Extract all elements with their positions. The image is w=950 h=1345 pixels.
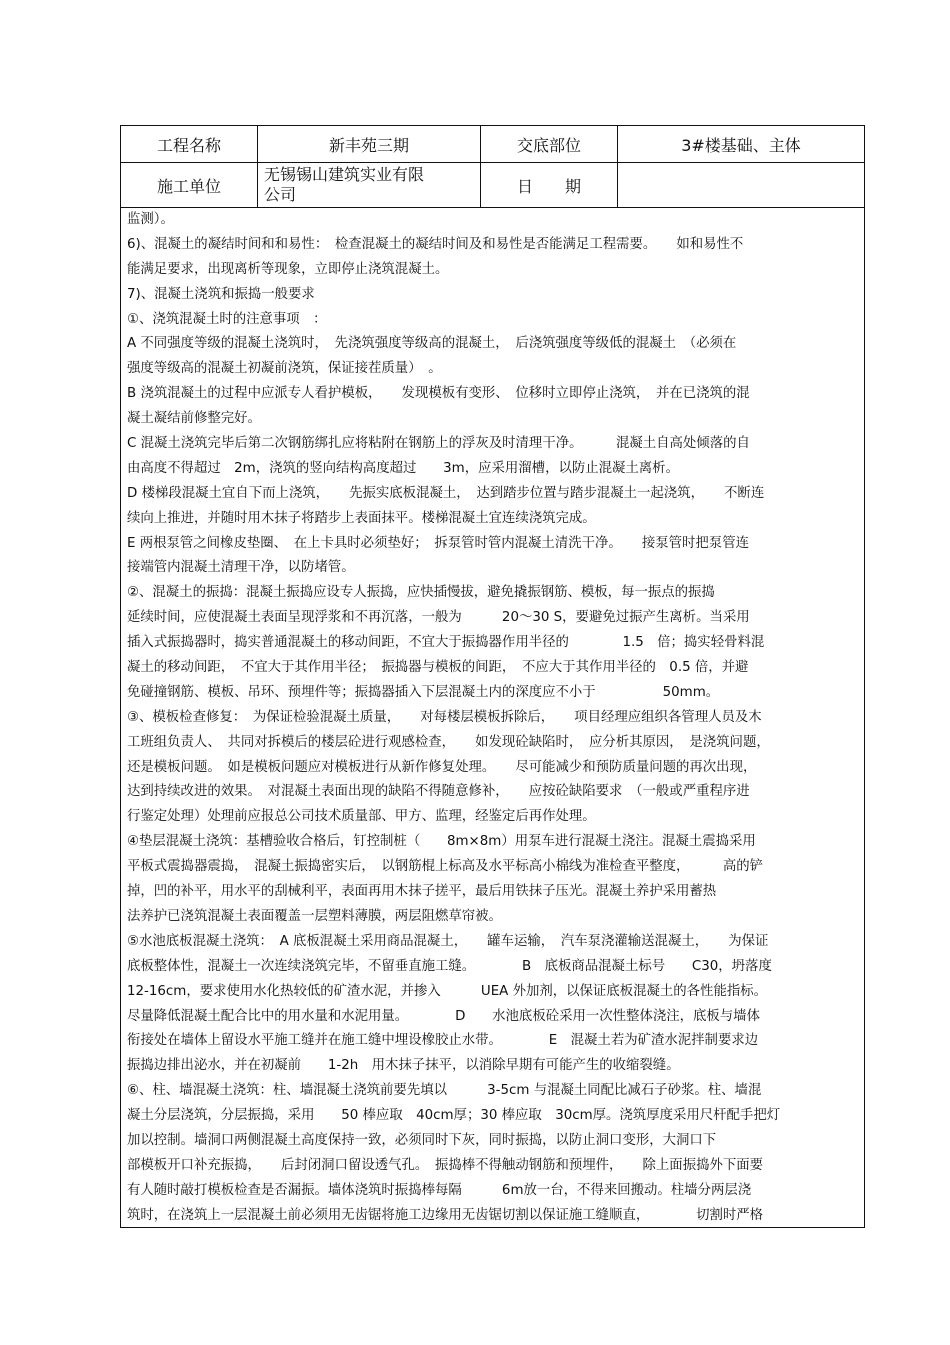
body-line: B 浇筑混凝土的过程中应派专人看护模板， 发现模板有变形、 位移时立即停止浇筑， 并在已浇筑的混 [127, 386, 750, 402]
date-value [618, 163, 864, 207]
body-line: 衔接处在墙体上留设水平施工缝并在施工缝中埋设橡胶止水带。 E 混凝土若为矿渣水泥拌制要求边 [127, 1033, 759, 1049]
body-line: 底板整体性，混凝土一次连续浇筑完毕，不留垂直施工缝。 B 底板商品混凝土标号 C30，坍落度 [127, 958, 772, 974]
body-line: 凝土分层浇筑，分层振捣，采用 50 棒应取 40cm厚；30 棒应取 30cm厚。浇筑厚度采用尺杆配手把灯 [127, 1108, 781, 1124]
body-line: 部模板开口补充振捣， 后封闭洞口留设透气孔。 振捣棒不得触动钢筋和预埋件， 除上面振捣外下面要 [127, 1157, 764, 1173]
body-line: 掉，凹的补平，用水平的刮械利平，表面再用木抹子搓平，最后用铁抹子压光。混凝土养护采用蓄热 [127, 884, 717, 900]
body-line: 监测）。 [127, 212, 174, 227]
body-line: 振捣边排出泌水，并在初凝前 1-2h 用木抹子抹平，以消除早期有可能产生的收缩裂缝。 [127, 1058, 680, 1074]
body-line: 有人随时敲打模板检查是否漏振。墙体浇筑时振捣棒每隔 6m放一台，不得来回搬动。柱墙分两层浇 [127, 1182, 752, 1198]
body-line: 免碰撞钢筋、模板、吊环、预埋件等；振捣器插入下层混凝土内的深度应不小于 50mm。 [127, 684, 720, 700]
body-line: 能满足要求，出现离析等现象，立即停止浇筑混凝土。 [127, 261, 449, 277]
body-line: 接端管内混凝土清理干净，以防堵管。 [127, 560, 355, 576]
body-line: ③、模板检查修复： 为保证检验混凝土质量， 对每楼层模板拆除后， 项目经理应组织各管理人员及木 [127, 709, 762, 725]
body-line: 工班组负责人、 共同对拆模后的楼层砼进行观感检查， 如发现砼缺陷时， 应分析其原因， 是浇筑问题， [127, 734, 770, 750]
construction-unit-value [258, 163, 481, 207]
body-line: 尽量降低混凝土配合比中的用水量和水泥用量。 D 水池底板砼采用一次性整体浇注，底板与墙体 [127, 1008, 760, 1024]
body-line: 插入式振捣器时，捣实普通混凝土的移动间距，不宜大于振捣器作用半径的 1.5 倍；捣实轻骨料混 [127, 635, 765, 651]
body-line: 凝土凝结前修整完好。 [127, 411, 261, 427]
project-name-label: 工程名称 [121, 126, 258, 162]
body-line: E 两根泵管之间橡皮垫圈、 在上卡具时必须垫好； 拆泵管时管内混凝土清洗干净。 接泵管时把泵管连 [127, 535, 749, 551]
construction-unit-label: 施工单位 [121, 163, 258, 207]
body-line: 12-16cm，要求使用水化热较低的矿渣水泥，并掺入 UEA 外加剂，以保证底板混凝土的各性能指标。 [127, 983, 768, 999]
body-line: 强度等级高的混凝土初凝前浇筑，保证接茬质量） 。 [127, 361, 442, 377]
body-line: 行鉴定处理）处理前应报总公司技术质量部、甲方、监理，经鉴定后再作处理。 [127, 809, 596, 825]
construction-unit-line-1: 无锡锡山建筑实业有限 [264, 165, 425, 184]
construction-unit-line-2: 公司 [264, 185, 297, 204]
body-line: 法养护已浇筑混凝土表面覆盖一层塑料薄膜，两层阻燃草帘被。 [127, 908, 502, 924]
body-line: 筑时，在浇筑上一层混凝土前必须用无齿锯将施工边缘用无齿锯切割以保证施工缝顺直， 切割时严格 [127, 1207, 764, 1223]
disclosure-form [120, 125, 865, 1228]
project-name-value: 新丰苑三期 [258, 126, 481, 162]
body-line: 平板式震捣器震捣， 混凝土振捣密实后， 以钢筋棍上标高及水平标高小棉线为准检查平整度， 高的铲 [127, 859, 764, 875]
location-value: 3#楼基础、主体 [681, 135, 801, 155]
body-line: C 混凝土浇筑完毕后第二次钢筋绑扎应将粘附在钢筋上的浮灰及时清理干净。 混凝土自高处倾落的自 [127, 436, 750, 452]
body-line: 达到持续改进的效果。 对混凝土表面出现的缺陷不得随意修补， 应按砼缺陷要求 （一般或严重程序进 [127, 784, 750, 800]
location-label: 交底部位 [481, 126, 618, 162]
body-line: 加以控制。墙洞口两侧混凝土高度保持一致，必须同时下灰，同时振捣，以防止洞口变形，大洞口下 [127, 1132, 717, 1148]
body-line: 6)、混凝土的凝结时间和和易性： 检查混凝土的凝结时间及和易性是否能满足工程需要。 如和易性不 [127, 236, 744, 252]
body-line: 延续时间，应使混凝土表面呈现浮浆和不再沉落，一般为 20～30 S，要避免过振产生离析。当采用 [127, 610, 750, 626]
body-line: ①、浇筑混凝土时的注意事项 ： [127, 311, 327, 327]
header-row-2 [121, 163, 864, 208]
body-line: ④垫层混凝土浇筑：基槽验收合格后，钉控制桩（ 8m×8m）用泵车进行混凝土浇注。混凝土震捣采用 [127, 834, 756, 850]
body-line: 由高度不得超过 2m，浇筑的竖向结构高度超过 3m，应采用溜槽，以防止混凝土离析。 [127, 460, 679, 476]
body-line: 还是模板问题。 如是模板问题应对模板进行从新作修复处理。 尽可能减少和预防质量问题的再次出现， [127, 759, 757, 775]
disclosure-body [127, 208, 856, 1227]
body-line: A 不同强度等级的混凝土浇筑时， 先浇筑强度等级高的混凝土， 后浇筑强度等级低的混凝土 （必须在 [127, 336, 737, 352]
body-line: ⑤水池底板混凝土浇筑： A 底板混凝土采用商品混凝土， 罐车运输， 汽车泵浇灌输送混凝土， 为保证 [127, 933, 769, 949]
date-label: 日 期 [481, 163, 618, 207]
body-line: 凝土的移动间距， 不宜大于其作用半径； 振捣器与模板的间距， 不应大于其作用半径的 0.5 倍，并避 [127, 660, 749, 676]
body-line: 7)、混凝土浇筑和振捣一般要求 [127, 286, 315, 302]
body-line: 续向上推进，并随时用木抹子将踏步上表面抹平。楼梯混凝土宜连续浇筑完成。 [127, 510, 596, 526]
body-line: D 楼梯段混凝土宜自下而上浇筑， 先振实底板混凝土， 达到踏步位置与踏步混凝土一起浇筑， 不断连 [127, 485, 765, 501]
body-line: ②、混凝土的振捣：混凝土振捣应设专人振捣，应快插慢拔，避免撬振钢筋、模板，每一振点的振捣 [127, 585, 715, 601]
body-line: ⑥、柱、墙混凝土浇筑：柱、墙混凝土浇筑前要先填以 3-5cm 与混凝土同配比减石子砂浆。柱、墙混 [127, 1083, 762, 1099]
header-row-1 [121, 126, 864, 163]
